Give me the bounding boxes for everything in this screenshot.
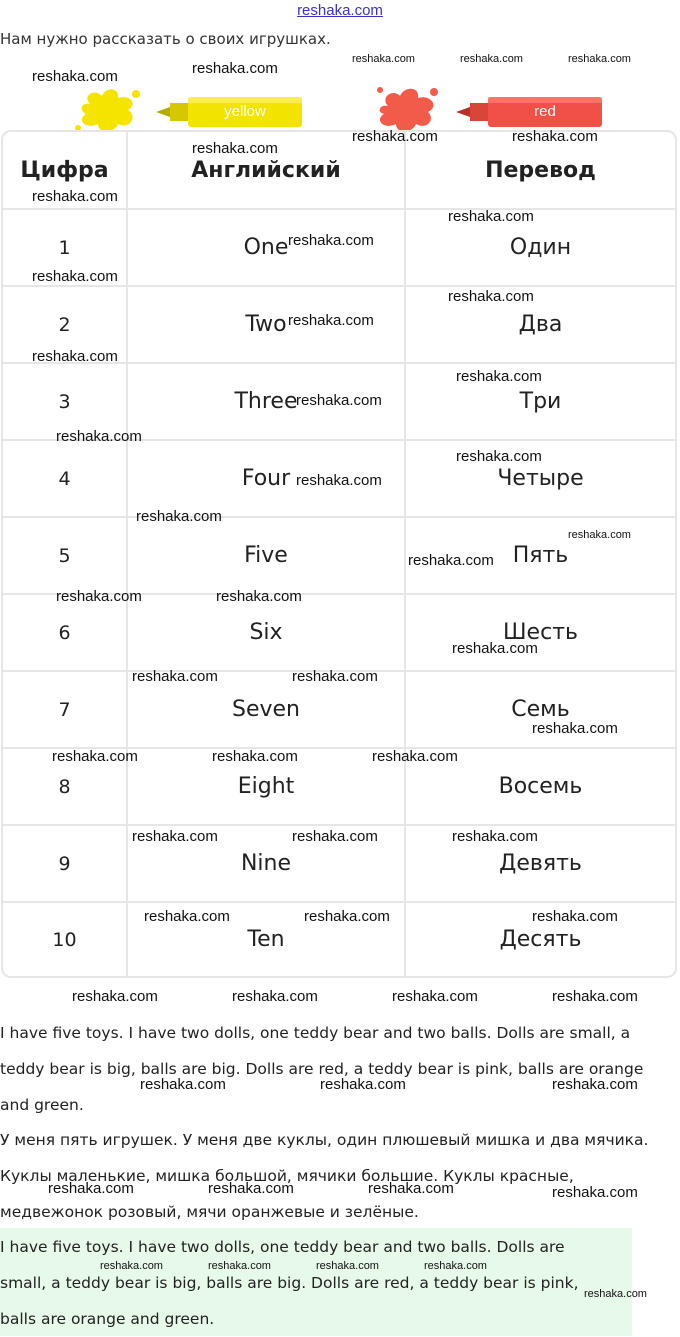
row-number: 10 bbox=[3, 903, 128, 976]
watermark: reshaka.com bbox=[296, 392, 382, 409]
watermark: reshaka.com bbox=[136, 508, 222, 525]
watermark: reshaka.com bbox=[448, 208, 534, 225]
row-english: Three bbox=[128, 364, 406, 439]
watermark: reshaka.com bbox=[532, 720, 618, 737]
watermark: reshaka.com bbox=[408, 552, 494, 569]
highlighted-answer bbox=[0, 1229, 680, 1337]
watermark: reshaka.com bbox=[208, 1260, 271, 1272]
row-translation: Девять bbox=[499, 851, 582, 876]
watermark: reshaka.com bbox=[372, 748, 458, 765]
row-english: Four bbox=[128, 441, 406, 516]
watermark: reshaka.com bbox=[316, 1260, 379, 1272]
header-translation: Перевод bbox=[485, 157, 596, 183]
row-english: Two bbox=[128, 287, 406, 362]
watermark: reshaka.com bbox=[132, 828, 218, 845]
watermark: reshaka.com bbox=[552, 1184, 638, 1201]
watermark: reshaka.com bbox=[56, 588, 142, 605]
red-marker-label: red bbox=[534, 103, 556, 120]
watermark: reshaka.com bbox=[212, 748, 298, 765]
watermark: reshaka.com bbox=[140, 1076, 226, 1093]
row-number: 8 bbox=[3, 749, 128, 824]
row-translation: Четыре bbox=[497, 466, 584, 491]
paragraph-line: медвежонок розовый, мячи оранжевые и зелёные. bbox=[0, 1203, 419, 1221]
watermark: reshaka.com bbox=[72, 988, 158, 1005]
row-translation: Восемь bbox=[498, 774, 583, 799]
watermark: reshaka.com bbox=[552, 1076, 638, 1093]
watermark: reshaka.com bbox=[192, 140, 278, 157]
watermark: reshaka.com bbox=[352, 53, 415, 65]
paragraph-line: I have five toys. I have two dolls, one teddy bear and two balls. Dolls are small, a bbox=[0, 1024, 631, 1042]
paragraph-line: Куклы маленькие, мишка большой, мячики большие. Куклы красные, bbox=[0, 1167, 574, 1185]
watermark: reshaka.com bbox=[392, 988, 478, 1005]
paragraph-line: У меня пять игрушек. У меня две куклы, один плюшевый мишка и два мячика. bbox=[0, 1131, 649, 1149]
watermark: reshaka.com bbox=[352, 128, 438, 145]
watermark: reshaka.com bbox=[32, 348, 118, 365]
yellow-splat-icon bbox=[72, 84, 144, 134]
watermark: reshaka.com bbox=[288, 232, 374, 249]
watermark: reshaka.com bbox=[456, 448, 542, 465]
watermark: reshaka.com bbox=[568, 529, 631, 541]
watermark: reshaka.com bbox=[320, 1076, 406, 1093]
paragraph-line: small, a teddy bear is big, balls are big. Dolls are red, a teddy bear is pink, bbox=[0, 1274, 579, 1292]
watermark: reshaka.com bbox=[32, 188, 118, 205]
watermark: reshaka.com bbox=[368, 1180, 454, 1197]
watermark: reshaka.com bbox=[568, 53, 631, 65]
row-number: 6 bbox=[3, 595, 128, 670]
paragraph-line: I have five toys. I have two dolls, one teddy bear and two balls. Dolls are bbox=[0, 1238, 565, 1256]
watermark: reshaka.com bbox=[52, 748, 138, 765]
row-english: Ten bbox=[128, 903, 406, 976]
row-english: Six bbox=[128, 595, 406, 670]
row-number: 4 bbox=[3, 441, 128, 516]
watermark: reshaka.com bbox=[208, 1180, 294, 1197]
watermark: reshaka.com bbox=[304, 908, 390, 925]
row-number: 7 bbox=[3, 672, 128, 747]
watermark: reshaka.com bbox=[532, 908, 618, 925]
row-english: Eight bbox=[128, 749, 406, 824]
watermark: reshaka.com bbox=[56, 428, 142, 445]
row-translation: Три bbox=[519, 389, 562, 414]
watermark: reshaka.com bbox=[292, 668, 378, 685]
watermark: reshaka.com bbox=[216, 588, 302, 605]
row-number: 9 bbox=[3, 826, 128, 901]
vocabulary-table bbox=[1, 130, 677, 978]
header-number: Цифра bbox=[3, 132, 128, 208]
yellow-marker-label: yellow bbox=[224, 103, 266, 120]
watermark: reshaka.com bbox=[448, 288, 534, 305]
row-number: 3 bbox=[3, 364, 128, 439]
site-link[interactable]: reshaka.com bbox=[297, 2, 383, 19]
english-paragraph bbox=[0, 1015, 680, 1123]
watermark: reshaka.com bbox=[512, 128, 598, 145]
paragraph-line: teddy bear is big, balls are big. Dolls are red, a teddy bear is pink, balls are orange bbox=[0, 1060, 644, 1078]
row-number: 1 bbox=[3, 210, 128, 285]
watermark: reshaka.com bbox=[452, 640, 538, 657]
watermark: reshaka.com bbox=[144, 908, 230, 925]
row-english: Five bbox=[128, 518, 406, 593]
watermark: reshaka.com bbox=[32, 268, 118, 285]
row-translation: Два bbox=[518, 312, 563, 337]
task-text: Нам нужно рассказать о своих игрушках. bbox=[0, 30, 331, 48]
watermark: reshaka.com bbox=[584, 1288, 647, 1300]
row-translation: Десять bbox=[499, 927, 582, 952]
row-translation: Шесть bbox=[503, 620, 578, 645]
watermark: reshaka.com bbox=[288, 312, 374, 329]
row-english: Nine bbox=[128, 826, 406, 901]
watermark: reshaka.com bbox=[552, 988, 638, 1005]
row-english: One bbox=[128, 210, 406, 285]
red-marker bbox=[372, 82, 612, 134]
row-translation: Семь bbox=[511, 697, 570, 722]
paragraph-line: and green. bbox=[0, 1096, 84, 1114]
watermark: reshaka.com bbox=[292, 828, 378, 845]
row-number: 2 bbox=[3, 287, 128, 362]
paragraph-line: balls are orange and green. bbox=[0, 1310, 215, 1328]
watermark: reshaka.com bbox=[32, 68, 118, 85]
row-translation: Один bbox=[509, 235, 572, 260]
watermark: reshaka.com bbox=[192, 60, 278, 77]
row-english: Seven bbox=[128, 672, 406, 747]
watermark: reshaka.com bbox=[232, 988, 318, 1005]
watermark: reshaka.com bbox=[456, 368, 542, 385]
red-splat-icon bbox=[372, 84, 444, 134]
header-english: Английский bbox=[128, 132, 406, 208]
row-number: 5 bbox=[3, 518, 128, 593]
yellow-marker bbox=[72, 82, 312, 134]
table-row bbox=[3, 595, 675, 672]
watermark: reshaka.com bbox=[296, 472, 382, 489]
watermark: reshaka.com bbox=[132, 668, 218, 685]
watermark: reshaka.com bbox=[424, 1260, 487, 1272]
watermark: reshaka.com bbox=[100, 1260, 163, 1272]
russian-paragraph bbox=[0, 1122, 680, 1230]
row-translation: Пять bbox=[512, 543, 569, 568]
watermark: reshaka.com bbox=[452, 828, 538, 845]
watermark: reshaka.com bbox=[460, 53, 523, 65]
watermark: reshaka.com bbox=[48, 1180, 134, 1197]
